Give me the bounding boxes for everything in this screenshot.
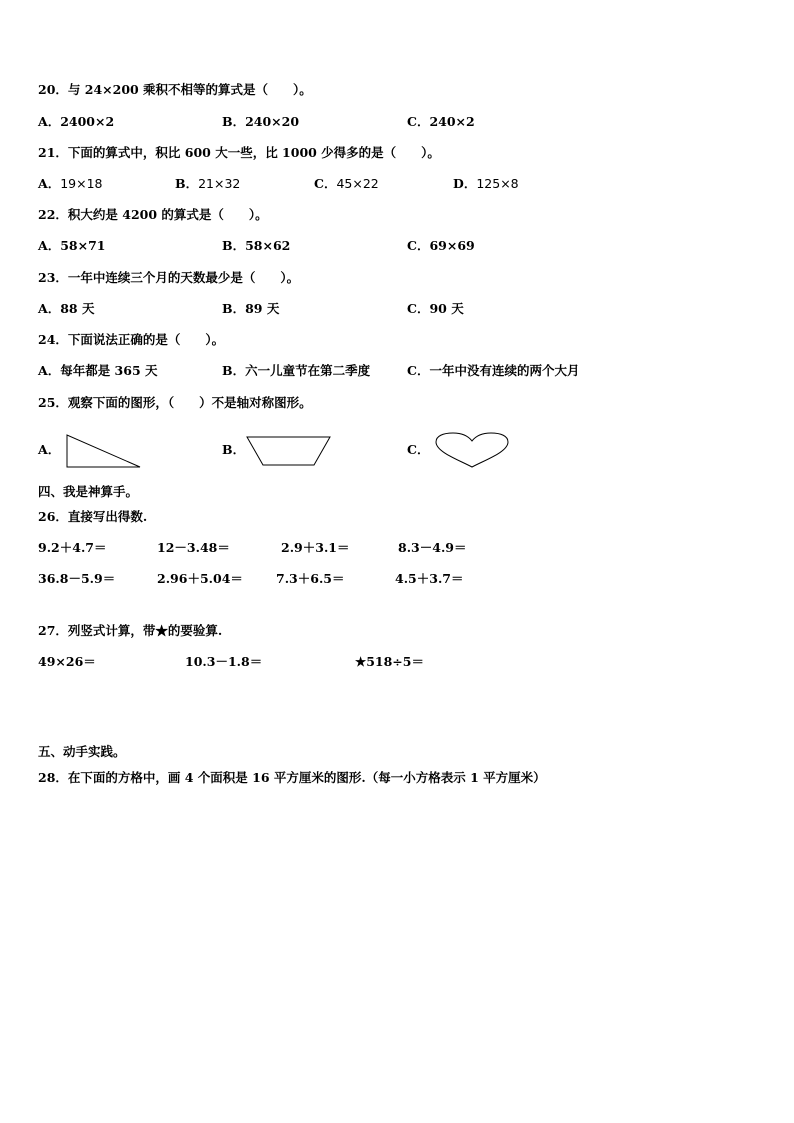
option-letter: A．: [38, 238, 61, 253]
question-24-stem: 24．下面说法正确的是（ ）。: [38, 332, 225, 347]
question-20-stem: 20．与 24×200 乘积不相等的算式是（ ）。: [38, 82, 312, 97]
q23-option-b: [222, 301, 279, 317]
q21-option-a: [38, 176, 103, 192]
q25-option-b-letter: B．: [222, 442, 246, 457]
option-text: 21×32: [198, 176, 241, 191]
option-text: 90 天: [429, 301, 464, 316]
option-text: 125×8: [476, 176, 519, 191]
option-text: 45×22: [336, 176, 379, 191]
option-text: 69×69: [429, 238, 475, 253]
option-text: 240×2: [429, 114, 475, 129]
calc-item: 12－3.48＝: [157, 540, 230, 555]
option-letter: C．: [407, 301, 430, 316]
q20-option-a: [38, 114, 114, 130]
option-letter: A．: [38, 363, 61, 378]
q24-option-c: [407, 363, 579, 379]
calc-item: 8.3－4.9＝: [398, 540, 467, 555]
q25-option-a-letter: A．: [38, 442, 61, 457]
option-letter: D．: [453, 176, 477, 191]
question-28-stem: 28．在下面的方格中，画 4 个面积是 16 平方厘米的图形.（每一小方格表示 1 平方厘米）: [38, 770, 546, 785]
calc-item: 4.5＋3.7＝: [395, 571, 464, 586]
q23-option-a: [38, 301, 94, 317]
q23-option-c: [407, 301, 464, 317]
q22-option-c: [407, 238, 475, 254]
option-letter: B．: [222, 301, 246, 316]
calc-item: 9.2＋4.7＝: [38, 540, 107, 555]
calc-item: 7.3＋6.5＝: [276, 571, 345, 586]
q22-option-b: [222, 238, 290, 254]
q22-option-a: [38, 238, 105, 254]
q24-option-a: [38, 363, 158, 379]
option-letter: C．: [314, 176, 337, 191]
option-text: 58×71: [60, 238, 106, 253]
option-text: 19×18: [60, 176, 103, 191]
calc-item: 2.9＋3.1＝: [281, 540, 350, 555]
option-letter: A．: [38, 114, 61, 129]
q20-option-b: [222, 114, 299, 130]
question-21-stem: 21．下面的算式中，积比 600 大一些，比 1000 少得多的是（ ）。: [38, 145, 440, 160]
option-text: 六一儿童节在第二季度: [245, 363, 371, 378]
option-text: 240×20: [245, 114, 300, 129]
heart-figure: [433, 430, 511, 470]
right-triangle-figure: [64, 432, 144, 470]
trapezoid-figure: [244, 434, 334, 468]
option-text: 每年都是 365 天: [60, 363, 158, 378]
question-26-stem: 26．直接写出得数.: [38, 509, 148, 524]
calc-item: 2.96＋5.04＝: [157, 571, 243, 586]
option-letter: A．: [38, 301, 61, 316]
section-4-title: 四、我是神算手。: [38, 484, 139, 499]
option-letter: C．: [407, 114, 430, 129]
option-letter: B．: [222, 114, 246, 129]
option-text: 一年中没有连续的两个大月: [429, 363, 580, 378]
option-letter: C．: [407, 363, 430, 378]
option-letter: B．: [222, 363, 246, 378]
option-text: 58×62: [245, 238, 291, 253]
option-letter: B．: [222, 238, 246, 253]
q21-option-d: [453, 176, 519, 192]
vertical-calc-item: 49×26＝: [38, 654, 96, 669]
question-27-stem: 27．列竖式计算，带★的要验算.: [38, 623, 223, 638]
question-25-stem: 25．观察下面的图形，（ ）不是轴对称图形。: [38, 395, 312, 410]
q25-option-c-letter: C．: [407, 442, 430, 457]
option-text: 89 天: [245, 301, 280, 316]
question-23-stem: 23．一年中连续三个月的天数最少是（ ）。: [38, 270, 300, 285]
option-text: 2400×2: [60, 114, 115, 129]
section-5-title: 五、动手实践。: [38, 744, 126, 759]
q24-option-b: [222, 363, 370, 379]
option-letter: B．: [175, 176, 199, 191]
option-letter: C．: [407, 238, 430, 253]
q20-option-c: [407, 114, 475, 130]
calc-item: 36.8－5.9＝: [38, 571, 116, 586]
option-text: 88 天: [60, 301, 95, 316]
q21-option-b: [175, 176, 240, 192]
vertical-calc-item: ★518÷5＝: [355, 654, 424, 669]
q21-option-c: [314, 176, 379, 192]
question-22-stem: 22．积大约是 4200 的算式是（ ）。: [38, 207, 268, 222]
option-letter: A．: [38, 176, 61, 191]
vertical-calc-item: 10.3－1.8＝: [185, 654, 263, 669]
